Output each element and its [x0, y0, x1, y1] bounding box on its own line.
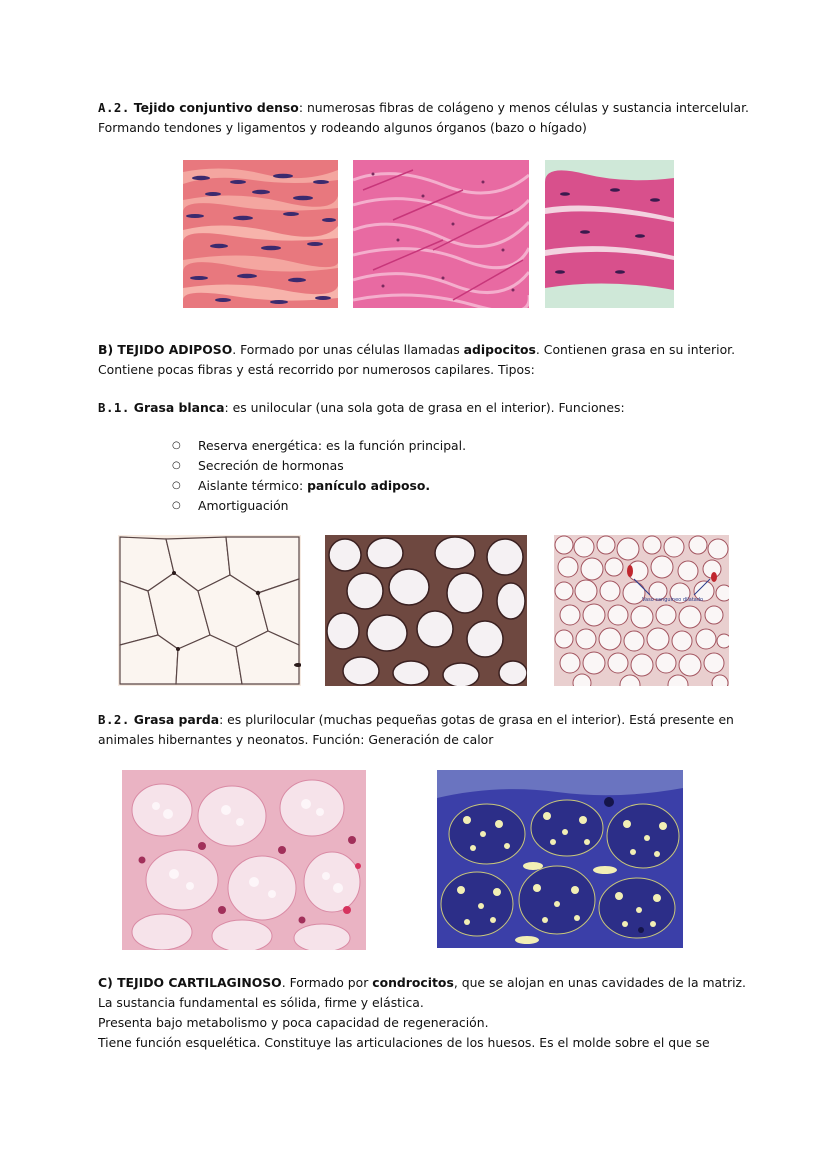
list-item-text: Aislante térmico: [198, 478, 308, 493]
brown-fat-image-2 [437, 770, 683, 948]
list-item [172, 436, 466, 456]
section-b2-code: B.2. [98, 712, 130, 727]
section-b-text1: . Formado por unas células llamadas [232, 342, 464, 357]
section-a2 [98, 98, 770, 138]
section-b2 [98, 710, 770, 750]
micrograph-label: Vaso sanguíneo dilatado [642, 597, 704, 603]
white-fat-image-1 [118, 535, 301, 686]
brown-fat-image-1 [122, 770, 366, 950]
white-fat-image-2 [325, 535, 527, 686]
dense-connective-image-1 [183, 160, 338, 308]
white-fat-functions-list [172, 436, 466, 516]
section-a2-text: : numerosas fibras de colágeno y menos células y sustancia intercelular. [298, 100, 749, 115]
dense-connective-image-3 [545, 160, 674, 308]
section-b1-code: B.1. [98, 400, 130, 415]
section-a2-code: A.2. [98, 100, 130, 115]
section-a2-title: Tejido conjuntivo denso [133, 100, 299, 115]
list-item-text: Reserva energética: es la función principal. [198, 438, 467, 453]
section-b1 [98, 398, 770, 418]
section-b2-title: Grasa parda [133, 712, 220, 727]
list-item-text: Secreción de hormonas [198, 458, 344, 473]
section-b [98, 340, 770, 380]
section-c-line3: Presenta bajo metabolismo y poca capacidad de regeneración. [98, 1015, 489, 1030]
section-b2-text: : es plurilocular (muchas pequeñas gotas de grasa en el interior). Está presente en [219, 712, 734, 727]
section-b-line2: Contiene pocas fibras y está recorrido por numerosos capilares. Tipos: [98, 362, 535, 377]
section-c-line2: La sustancia fundamental es sólida, firme y elástica. [98, 995, 424, 1010]
list-item [172, 456, 466, 476]
section-b-term: adipocitos [463, 342, 536, 357]
section-c-title: C) TEJIDO CARTILAGINOSO [98, 975, 282, 990]
section-c [98, 973, 770, 1053]
section-a2-line2: Formando tendones y ligamentos y rodeando algunos órganos (bazo o hígado) [98, 120, 587, 135]
section-b-text2: . Contienen grasa en su interior. [535, 342, 736, 357]
section-b1-title: Grasa blanca [133, 400, 225, 415]
section-a2-line1 [98, 98, 770, 118]
list-item-bold-text: panículo adiposo. [307, 478, 431, 493]
section-b2-line1 [98, 710, 770, 730]
section-c-term: condrocitos [372, 975, 454, 990]
section-b-line1 [98, 340, 770, 360]
section-c-text2: , que se alojan en unas cavidades de la matriz. [453, 975, 746, 990]
section-b1-line1 [98, 398, 770, 418]
section-b-title: B) TEJIDO ADIPOSO [98, 342, 233, 357]
list-item [172, 496, 466, 516]
dense-connective-image-2 [353, 160, 529, 308]
white-fat-image-3 [554, 535, 729, 686]
section-b2-line2: animales hibernantes y neonatos. Función: Generación de calor [98, 732, 494, 747]
section-c-text1: . Formado por [281, 975, 373, 990]
list-item [172, 476, 466, 496]
list-item-text: Amortiguación [198, 498, 289, 513]
section-c-line4: Tiene función esquelética. Constituye las articulaciones de los huesos. Es el molde sobre el que se [98, 1035, 710, 1050]
section-c-line1 [98, 973, 770, 993]
section-b1-text: : es unilocular (una sola gota de grasa en el interior). Funciones: [224, 400, 625, 415]
